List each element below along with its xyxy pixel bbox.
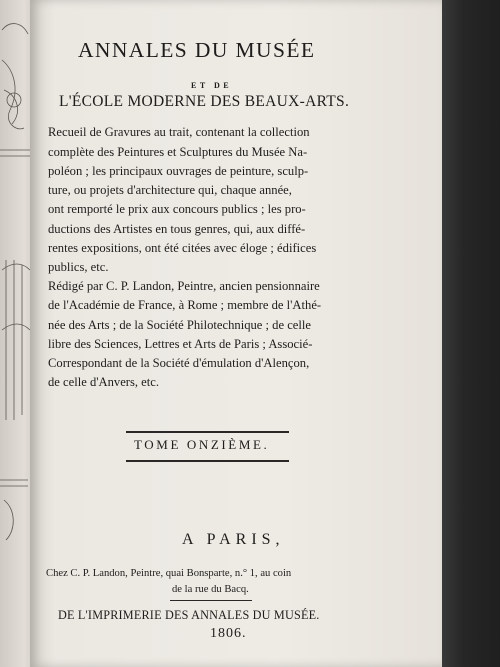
background-right <box>440 0 500 667</box>
description-line: complète des Peintures et Sculptures du Musée Na- <box>48 145 308 159</box>
volume-label: TOME ONZIÈME. <box>134 437 270 452</box>
ornament-engraving-icon <box>0 0 34 667</box>
description-line: ont remporté le prix aux concours publics ; les pro- <box>48 202 306 216</box>
publisher-line: Chez C. P. Landon, Peintre, quai Bonsparte, n.° 1, au coin <box>46 568 292 579</box>
volume-rule-bottom <box>126 460 289 462</box>
facing-engraving-plate <box>0 0 34 667</box>
publication-city: A PARIS, <box>182 531 285 548</box>
author-line: de celle d'Anvers, etc. <box>48 375 160 389</box>
author-line: de l'Académie de France, à Rome ; membre de l'Athé- <box>48 298 322 312</box>
description-line: Recueil de Gravures au trait, contenant la collection <box>48 125 310 139</box>
author-line: née des Arts ; de la Société Philotechnique ; de celle <box>48 318 311 332</box>
description-line: ductions des Artistes en tous genres, qui, aux diffé- <box>48 222 306 236</box>
printer-line: DE L'IMPRIMERIE DES ANNALES DU MUSÉE. <box>58 608 320 622</box>
volume-rule-top <box>126 431 289 433</box>
description-line: ture, ou projets d'architecture qui, chaque année, <box>48 183 292 197</box>
description-line: publics, etc. <box>48 260 109 274</box>
author-line: Rédigé par C. P. Landon, Peintre, ancien pensionnaire <box>48 279 320 293</box>
author-line: libre des Sciences, Lettres et Arts de Paris ; Associé- <box>48 337 313 351</box>
publisher-rule <box>170 600 252 601</box>
book-subtitle: L'ÉCOLE MODERNE DES BEAUX-ARTS. <box>59 93 350 110</box>
author-line: Correspondant de la Société d'émulation d'Alençon, <box>48 356 310 370</box>
description-line: rentes expositions, ont été citées avec éloge ; édifices <box>48 241 317 255</box>
title-conjunction: ET DE <box>191 81 233 90</box>
book-title: ANNALES DU MUSÉE <box>78 38 316 62</box>
description-line: poléon ; les principaux ouvrages de peinture, sculp- <box>48 164 309 178</box>
publication-year: 1806. <box>210 626 247 641</box>
title-page <box>30 0 442 667</box>
publisher-line: de la rue du Bacq. <box>172 584 249 595</box>
